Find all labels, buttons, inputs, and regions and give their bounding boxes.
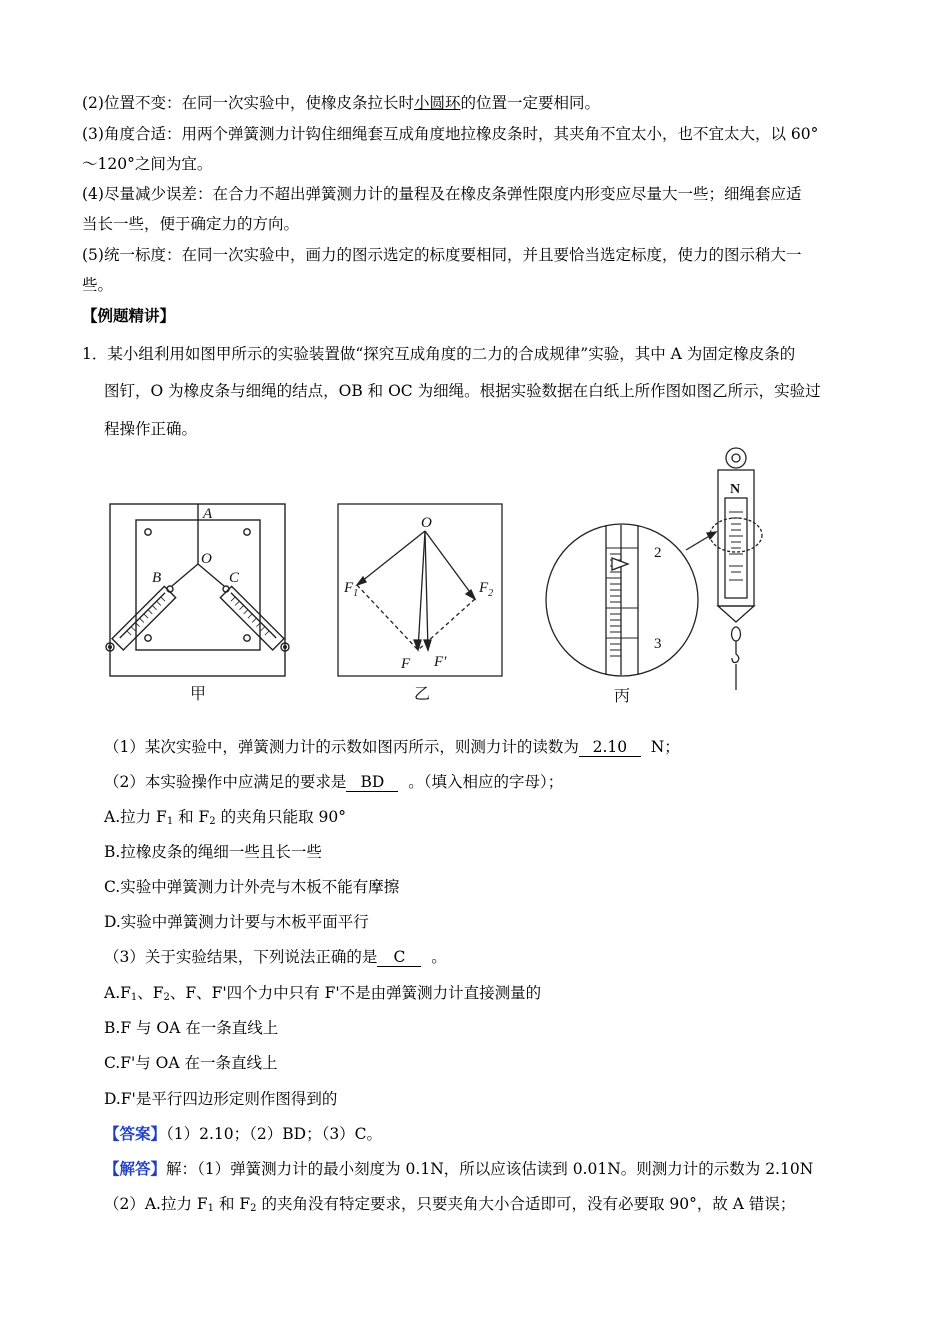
option-3A: $A.F_1$、$F_2$、F、F'四个力中只有 F'不是由弹簧测力计直接测量的	[104, 984, 542, 1003]
string-oc	[198, 564, 224, 586]
answer-tag: 【答案】	[104, 1124, 167, 1143]
answer-blank-3: C	[377, 948, 421, 967]
underlined-term: 小圆环	[413, 94, 461, 112]
spring-scale-left	[112, 586, 176, 650]
magnified-circle	[546, 524, 698, 676]
label-yi-O: O	[421, 515, 432, 531]
figure-jia	[106, 504, 289, 676]
tick-label-3: 3	[654, 636, 662, 652]
option-2D: D.实验中弹簧测力计要与木板平面平行	[104, 913, 369, 931]
note-3-line2: ～120°之间为宜。	[82, 155, 213, 173]
subquestion-1: （1）某次实验中，弹簧测力计的示数如图丙所示，则测力计的读数为 2.10 N；	[104, 738, 680, 756]
analysis-line2: （2）A.拉力 $F_1$ 和 $F_2$ 的夹角没有特定要求，只要夹角大小合适即可，没有必要取 90°，故 A 错误；	[104, 1195, 796, 1214]
label-Fprime: F′	[434, 654, 447, 670]
label-F: F	[401, 656, 411, 672]
label-F1: $F_1$	[344, 580, 359, 599]
option-2A: A.拉力 $F_1$ 和 $F_2$ 的夹角只能取 90°	[104, 808, 346, 827]
answer-blank-2: BD	[346, 773, 398, 792]
string-ob	[172, 564, 198, 586]
caption-bing: 丙	[614, 688, 631, 705]
label-F2: $F_2$	[479, 580, 494, 599]
caption-jia: 甲	[190, 686, 207, 703]
label-O: O	[201, 551, 212, 567]
vector-fprime	[425, 531, 428, 650]
note-2: (2)位置不变：在同一次实验中，使橡皮条拉长时小圆环的位置一定要相同。	[82, 94, 600, 112]
tick-label-2: 2	[654, 545, 662, 561]
option-3D: D.F'是平行四边形定则作图得到的	[104, 1090, 338, 1108]
analysis-tag: 【解答】	[104, 1159, 167, 1178]
label-C: C	[229, 570, 240, 586]
question-line2: 图钉，O 为橡皮条与细绳的结点，OB 和 OC 为细绳。根据实验数据在白纸上所作图如图乙所示，实验过	[104, 382, 821, 400]
figure-yi	[338, 504, 502, 676]
note-5-line2: 些。	[82, 276, 114, 294]
analysis-line1: 【解答】解：（1）弹簧测力计的最小刻度为 0.1N，所以应该估读到 0.01N。则测力计的示数为 2.10N	[104, 1159, 814, 1178]
subquestion-2: （2）本实验操作中应满足的要求是 BD 。（填入相应的字母）；	[104, 773, 564, 791]
note-4-line1: (4)尽量减少误差：在合力不超出弹簧测力计的量程及在橡皮条弹性限度内形变应尽量大一些；细绳套应适	[82, 185, 802, 203]
dash-f1-f	[357, 585, 418, 650]
option-3C: C.F'与 OA 在一条直线上	[104, 1054, 278, 1072]
question-line1: 1．某小组利用如图甲所示的实验装置做“探究互成角度的二力的合成规律”实验，其中 A 为固定橡皮条的	[82, 345, 796, 363]
spring-scale-right	[220, 586, 284, 650]
figure-panel	[0, 440, 950, 720]
label-B: B	[152, 570, 162, 586]
label-A: A	[203, 506, 213, 522]
unit-label-N: N	[730, 482, 741, 497]
answer-blank-1: 2.10	[579, 738, 641, 757]
section-title: 【例题精讲】	[82, 306, 176, 325]
note-3-line1: (3)角度合适：用两个弹簧测力计钩住细绳套互成角度地拉橡皮条时，其夹角不宜太小，也不宜太大，以 60°	[82, 125, 819, 143]
answer-line: 【答案】（1）2.10；（2）BD；（3）C。	[104, 1124, 383, 1143]
question-line3: 程操作正确。	[104, 420, 198, 438]
vector-f	[418, 531, 425, 650]
subquestion-3: （3）关于实验结果，下列说法正确的是 C 。	[104, 948, 447, 966]
option-2B: B.拉橡皮条的绳细一些且长一些	[104, 843, 322, 861]
note-4-line2: 当长一些，便于确定力的方向。	[82, 215, 300, 233]
option-2C: C.实验中弹簧测力计外壳与木板不能有摩擦	[104, 878, 400, 896]
vector-f1	[357, 531, 425, 585]
caption-yi: 乙	[414, 686, 431, 703]
note-5-line1: (5)统一标度：在同一次实验中，画力的图示选定的标度要相同，并且要恰当选定标度，使力的图示稍大一	[82, 246, 802, 264]
option-3B: B.F 与 OA 在一条直线上	[104, 1019, 279, 1037]
paper-yi	[338, 504, 502, 676]
vector-f2	[425, 531, 475, 599]
